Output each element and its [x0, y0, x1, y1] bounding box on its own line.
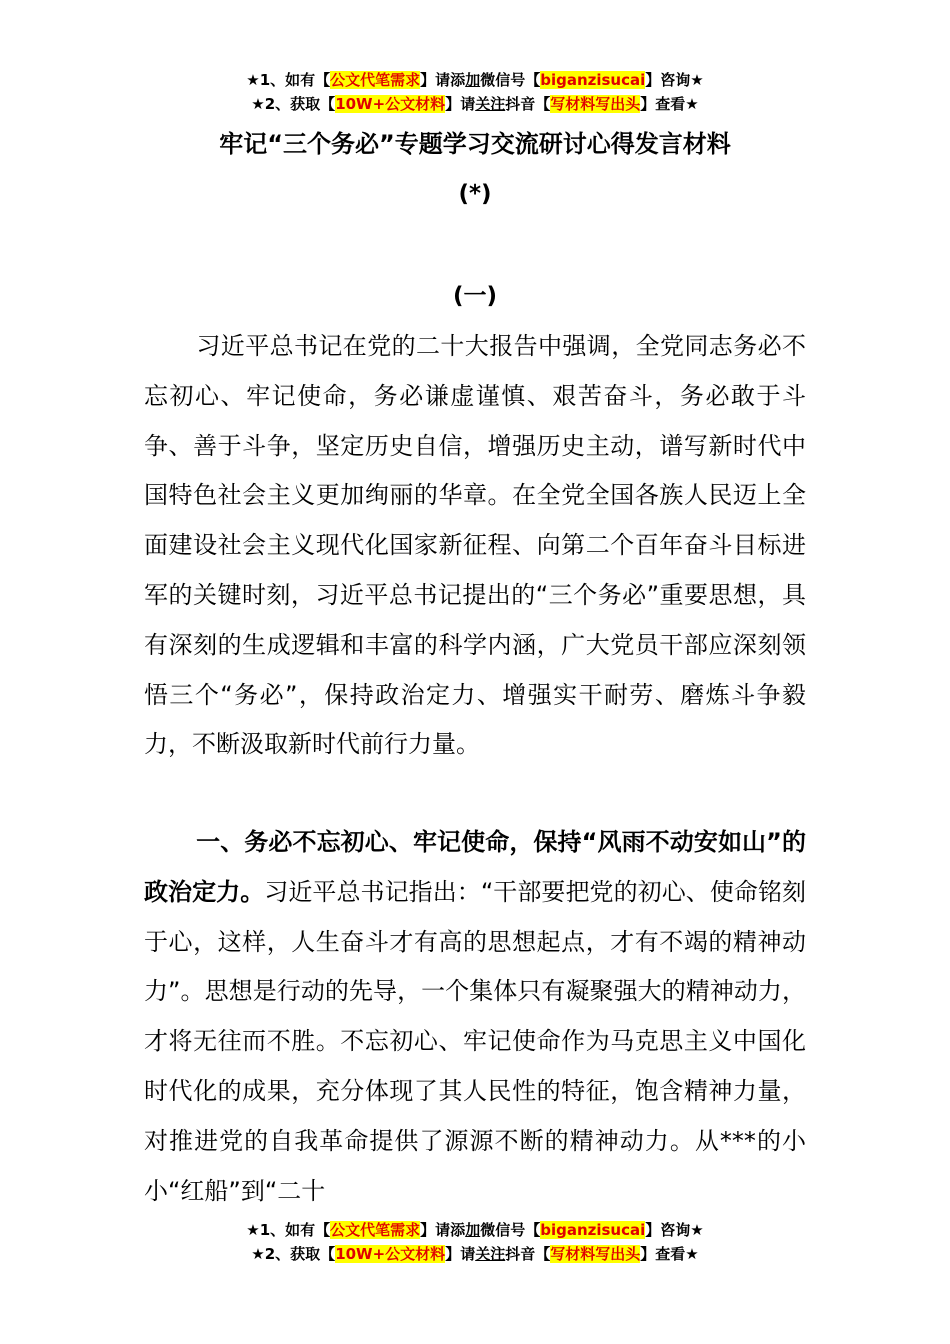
banner-highlight: 10W+公文材料 — [335, 1245, 446, 1263]
banner-text: 抖音【 — [505, 1245, 551, 1263]
banner-highlight: 写材料写出头 — [550, 95, 641, 113]
banner-text: 】咨询★ — [645, 1221, 704, 1239]
paragraph-text: 习近平总书记指出：“干部要把党的初心、使命铭刻于心，这样，人生奋斗才有高的思想起点，才有不竭的精神动力”。思想是行动的先导，一个集体只有凝聚强大的精神动力，才将无往而不胜。不忘初心、牢记使命作为马克思主义中国化时代化的成果，充分体现了其人民性的特征，饱含精神力量，对推进党的自我革命提供了源源不断的精神动力。从***的小小“红船”到“二十 — [144, 877, 806, 1205]
banner-text: 】请 — [445, 95, 476, 113]
banner-underlined-text: 关注 — [475, 1245, 506, 1263]
banner-highlight: biganzisucai — [540, 71, 646, 89]
banner-text: ★2、获取【 — [251, 1245, 336, 1263]
banner-text: 】请 — [445, 1245, 476, 1263]
paragraph-text: 习近平总书记在党的二十大报告中强调，全党同志务必不忘初心、牢记使命，务必谦虚谨慎、艰苦奋斗，务必敢于斗争、善于斗争，坚定历史自信，增强历史主动，谱写新时代中国特色社会主义更加绚丽的华章。在全党全国各族人民迈上全面建设社会主义现代化国家新征程、向第二个百年奋斗目标进军的关键时刻，习近平总书记提出的“三个务必”重要思想，具有深刻的生成逻辑和丰富的科学内涵，广大党员干部应深刻领悟三个“务必”，保持政治定力、增强实干耐劳、磨炼斗争毅力，不断汲取新时代前行力量。 — [144, 332, 806, 759]
banner-text: 】请添 — [420, 1221, 466, 1239]
banner-text: ★1、如有【 — [246, 1221, 331, 1239]
banner-text: 微信号【 — [480, 1221, 541, 1239]
body-paragraph — [144, 322, 806, 770]
banner-text: 】请添 — [420, 71, 466, 89]
footer-banner — [0, 1218, 950, 1266]
banner-underlined-text: 关注 — [475, 95, 506, 113]
banner-text: 】查看★ — [640, 1245, 699, 1263]
banner-highlight: 写材料写出头 — [550, 1245, 641, 1263]
header-banner — [0, 68, 950, 116]
banner-highlight: 公文代笔需求 — [330, 71, 421, 89]
section-heading: (一) — [452, 283, 498, 309]
banner-highlight: biganzisucai — [540, 1221, 646, 1239]
banner-text: 微信号【 — [480, 71, 541, 89]
banner-line-1 — [0, 68, 950, 92]
banner-highlight: 公文代笔需求 — [330, 1221, 421, 1239]
banner-line-1 — [0, 1218, 950, 1242]
body-paragraph — [144, 818, 806, 1208]
document-title: 牢记“三个务必”专题学习交流研讨心得发言材料 — [219, 130, 731, 158]
banner-underlined-text: 加 — [465, 1221, 481, 1239]
banner-text: 】查看★ — [640, 95, 699, 113]
banner-highlight: 10W+公文材料 — [335, 95, 446, 113]
banner-line-2 — [0, 92, 950, 116]
banner-text: ★2、获取【 — [251, 95, 336, 113]
banner-underlined-text: 加 — [465, 71, 481, 89]
document-subtitle: (*) — [458, 181, 492, 207]
banner-line-2 — [0, 1242, 950, 1266]
banner-text: 抖音【 — [505, 95, 551, 113]
paragraph-heading: 一、务必不忘初心、牢记使命，保持“风雨不动安如山”的政治定力。 — [144, 828, 806, 906]
banner-text: ★1、如有【 — [246, 71, 331, 89]
banner-text: 】咨询★ — [645, 71, 704, 89]
